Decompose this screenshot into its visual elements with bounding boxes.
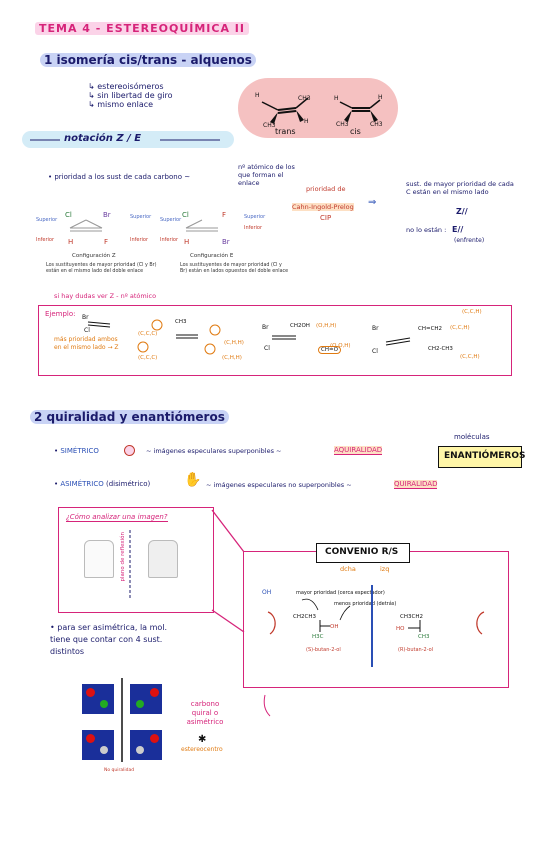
z-f-label: F bbox=[104, 238, 109, 246]
section1-heading: 1 isomería cis/trans - alquenos bbox=[40, 53, 256, 67]
formula: CH=O bbox=[318, 346, 341, 354]
atomic-note: nº atómico de los que forman el enlace bbox=[238, 163, 295, 187]
group-priority: (O,H,H) bbox=[316, 323, 337, 329]
trans-label: trans bbox=[275, 127, 296, 136]
cis-ch3-label: CH3 bbox=[336, 121, 349, 128]
cis-label: cis bbox=[350, 127, 361, 136]
cis-ch3-label-2: CH3 bbox=[370, 121, 383, 128]
e-rule: no lo están : bbox=[406, 226, 447, 234]
stereocenter-label: estereocentro bbox=[181, 746, 223, 753]
molecules-note: moléculas bbox=[454, 433, 490, 441]
example-label: Ejemplo: bbox=[45, 310, 76, 318]
trans-ch3-label: CH3 bbox=[298, 95, 311, 102]
group-priority: (O,O,H) bbox=[330, 343, 351, 349]
stereocenter-icon: ✱ bbox=[198, 734, 207, 745]
br-atom: Br bbox=[372, 325, 379, 332]
chiral-caption: No quiralidad bbox=[104, 768, 135, 773]
section2-heading: 2 quiralidad y enantiómeros bbox=[30, 410, 229, 424]
e-inferior-right: Inferior bbox=[244, 225, 263, 231]
cl-atom: Cl bbox=[84, 327, 90, 334]
group-priority: (C,C,H) bbox=[460, 354, 480, 360]
e-note: (enfrente) bbox=[454, 237, 485, 244]
trans-h-label: H bbox=[255, 92, 260, 99]
asymmetric-text: ~ imágenes especulares no superponibles ~ bbox=[206, 481, 352, 489]
z-inferior-right: Inferior bbox=[130, 237, 149, 243]
z-h-label: H bbox=[68, 238, 74, 246]
analysis-title: ¿Cómo analizar una imagen? bbox=[66, 513, 168, 521]
hand-icon: ✋ bbox=[184, 472, 202, 488]
z-cl-label: Cl bbox=[65, 211, 72, 219]
dcha-label: dcha bbox=[340, 565, 356, 573]
priority-high-note: mayor prioridad (cerca espectador) bbox=[296, 590, 385, 596]
mol-right-bot: CH3 bbox=[418, 634, 430, 640]
asymmetric-row: • ASIMÉTRICO (disimétrico) bbox=[54, 480, 151, 488]
arrow-icon: ⇒ bbox=[368, 197, 377, 208]
group-priority: (C,C,C) bbox=[138, 331, 158, 337]
z-superior-left: Superior bbox=[36, 217, 58, 223]
doubt-note: si hay dudas ver Z - nº atómico bbox=[54, 292, 157, 300]
cip-name: Cahn-Ingold-Prelog bbox=[292, 203, 354, 211]
bullet-item: ↳ mismo enlace bbox=[88, 100, 154, 109]
enantiomers-label: ENANTIÓMEROS bbox=[444, 451, 526, 461]
config-z-caption: Los sustituyentes de mayor prioridad (Cl y Br) están en el mismo lado del doble enlace bbox=[46, 263, 157, 274]
s-butanol-name: (S)-butan-2-ol bbox=[306, 647, 341, 653]
formula: CH2-CH3 bbox=[428, 346, 453, 352]
mirror-label: plano de reflexión bbox=[120, 532, 126, 582]
config-z-label: Configuración Z bbox=[72, 253, 116, 259]
trans-ch3-label-2: CH3 bbox=[263, 122, 276, 129]
config-e-caption: Los sustituyentes de mayor prioridad (Cl y Br) están en lados opuestos del doble enlace bbox=[180, 263, 289, 274]
z-rule: sust. de mayor prioridad de cada C están en el mismo lado bbox=[406, 180, 514, 196]
carbon-note: carbono quiral o asimétrico bbox=[186, 700, 224, 726]
izq-label: izq bbox=[380, 565, 390, 573]
trans-h-label-2: H bbox=[304, 118, 309, 125]
e-f-label: F bbox=[222, 211, 227, 219]
z-superior-right: Superior bbox=[130, 214, 152, 220]
symmetric-row: • SIMÉTRICO bbox=[54, 447, 99, 455]
cl-atom: Cl bbox=[264, 345, 270, 352]
z-br-label: Br bbox=[103, 211, 111, 219]
priority-text: • prioridad a los sust de cada carbono ~ bbox=[48, 173, 191, 181]
z-inferior-left: Inferior bbox=[36, 237, 55, 243]
z-symbol: Z// bbox=[456, 207, 468, 216]
example-priority-note: más prioridad ambos en el mismo lado → Z bbox=[54, 336, 119, 351]
group-priority: (C,H,H) bbox=[224, 340, 244, 346]
chiral-label: QUIRALIDAD bbox=[394, 480, 438, 488]
formula: CH2OH bbox=[290, 323, 310, 329]
e-inferior-left: Inferior bbox=[160, 237, 179, 243]
e-h-label: H bbox=[184, 238, 190, 246]
group-priority: (C,C,C) bbox=[138, 355, 158, 361]
group-priority: (C,C,H) bbox=[450, 325, 470, 331]
e-br-label: Br bbox=[222, 238, 230, 246]
mol-left-bot: H3C bbox=[312, 634, 324, 640]
group-priority: (C,H,H) bbox=[222, 355, 242, 361]
br-atom: Br bbox=[82, 314, 89, 321]
mol-left-top: CH2CH3 bbox=[293, 614, 316, 620]
notation-heading: notación Z / E bbox=[64, 133, 142, 144]
r-butanol-name: (R)-butan-2-ol bbox=[398, 647, 434, 653]
achiral-label: AQUIRALIDAD bbox=[334, 446, 383, 454]
cip-label: prioridad de bbox=[306, 185, 346, 193]
config-e-label: Configuración E bbox=[190, 253, 234, 259]
e-cl-label: Cl bbox=[182, 211, 189, 219]
asym-requirement: • para ser asimétrica, la mol. tiene que contar con 4 sust. distintos bbox=[50, 623, 168, 656]
bullet-item: ↳ estereoisómeros bbox=[88, 82, 164, 91]
formula: CH=CH2 bbox=[418, 326, 443, 332]
cl-atom: Cl bbox=[372, 348, 378, 355]
e-superior-left: Superior bbox=[160, 217, 182, 223]
page-title: TEMA 4 - ESTEREOQUÍMICA II bbox=[35, 22, 249, 35]
symmetric-text: ~ imágenes especulares superponibles ~ bbox=[146, 447, 282, 455]
group-priority: (C,C,H) bbox=[462, 309, 482, 315]
cis-h-label-2: H bbox=[378, 94, 383, 101]
cis-h-label: H bbox=[334, 95, 339, 102]
e-superior-right: Superior bbox=[244, 214, 266, 220]
bullet-item: ↳ sin libertad de giro bbox=[88, 91, 173, 100]
br-atom: Br bbox=[262, 324, 269, 331]
priority-low-note: menos prioridad (detrás) bbox=[334, 601, 397, 607]
e-symbol: E// bbox=[452, 225, 464, 234]
mol-right-ho: HO bbox=[396, 626, 405, 632]
mol-right-top: CH3CH2 bbox=[400, 614, 423, 620]
oh-label: OH bbox=[262, 589, 272, 596]
cip-abbr: CIP bbox=[320, 214, 332, 222]
formula: CH3 bbox=[175, 319, 187, 325]
mol-left-oh: OH bbox=[330, 624, 339, 630]
convention-title: CONVENIO R/S bbox=[325, 547, 399, 557]
